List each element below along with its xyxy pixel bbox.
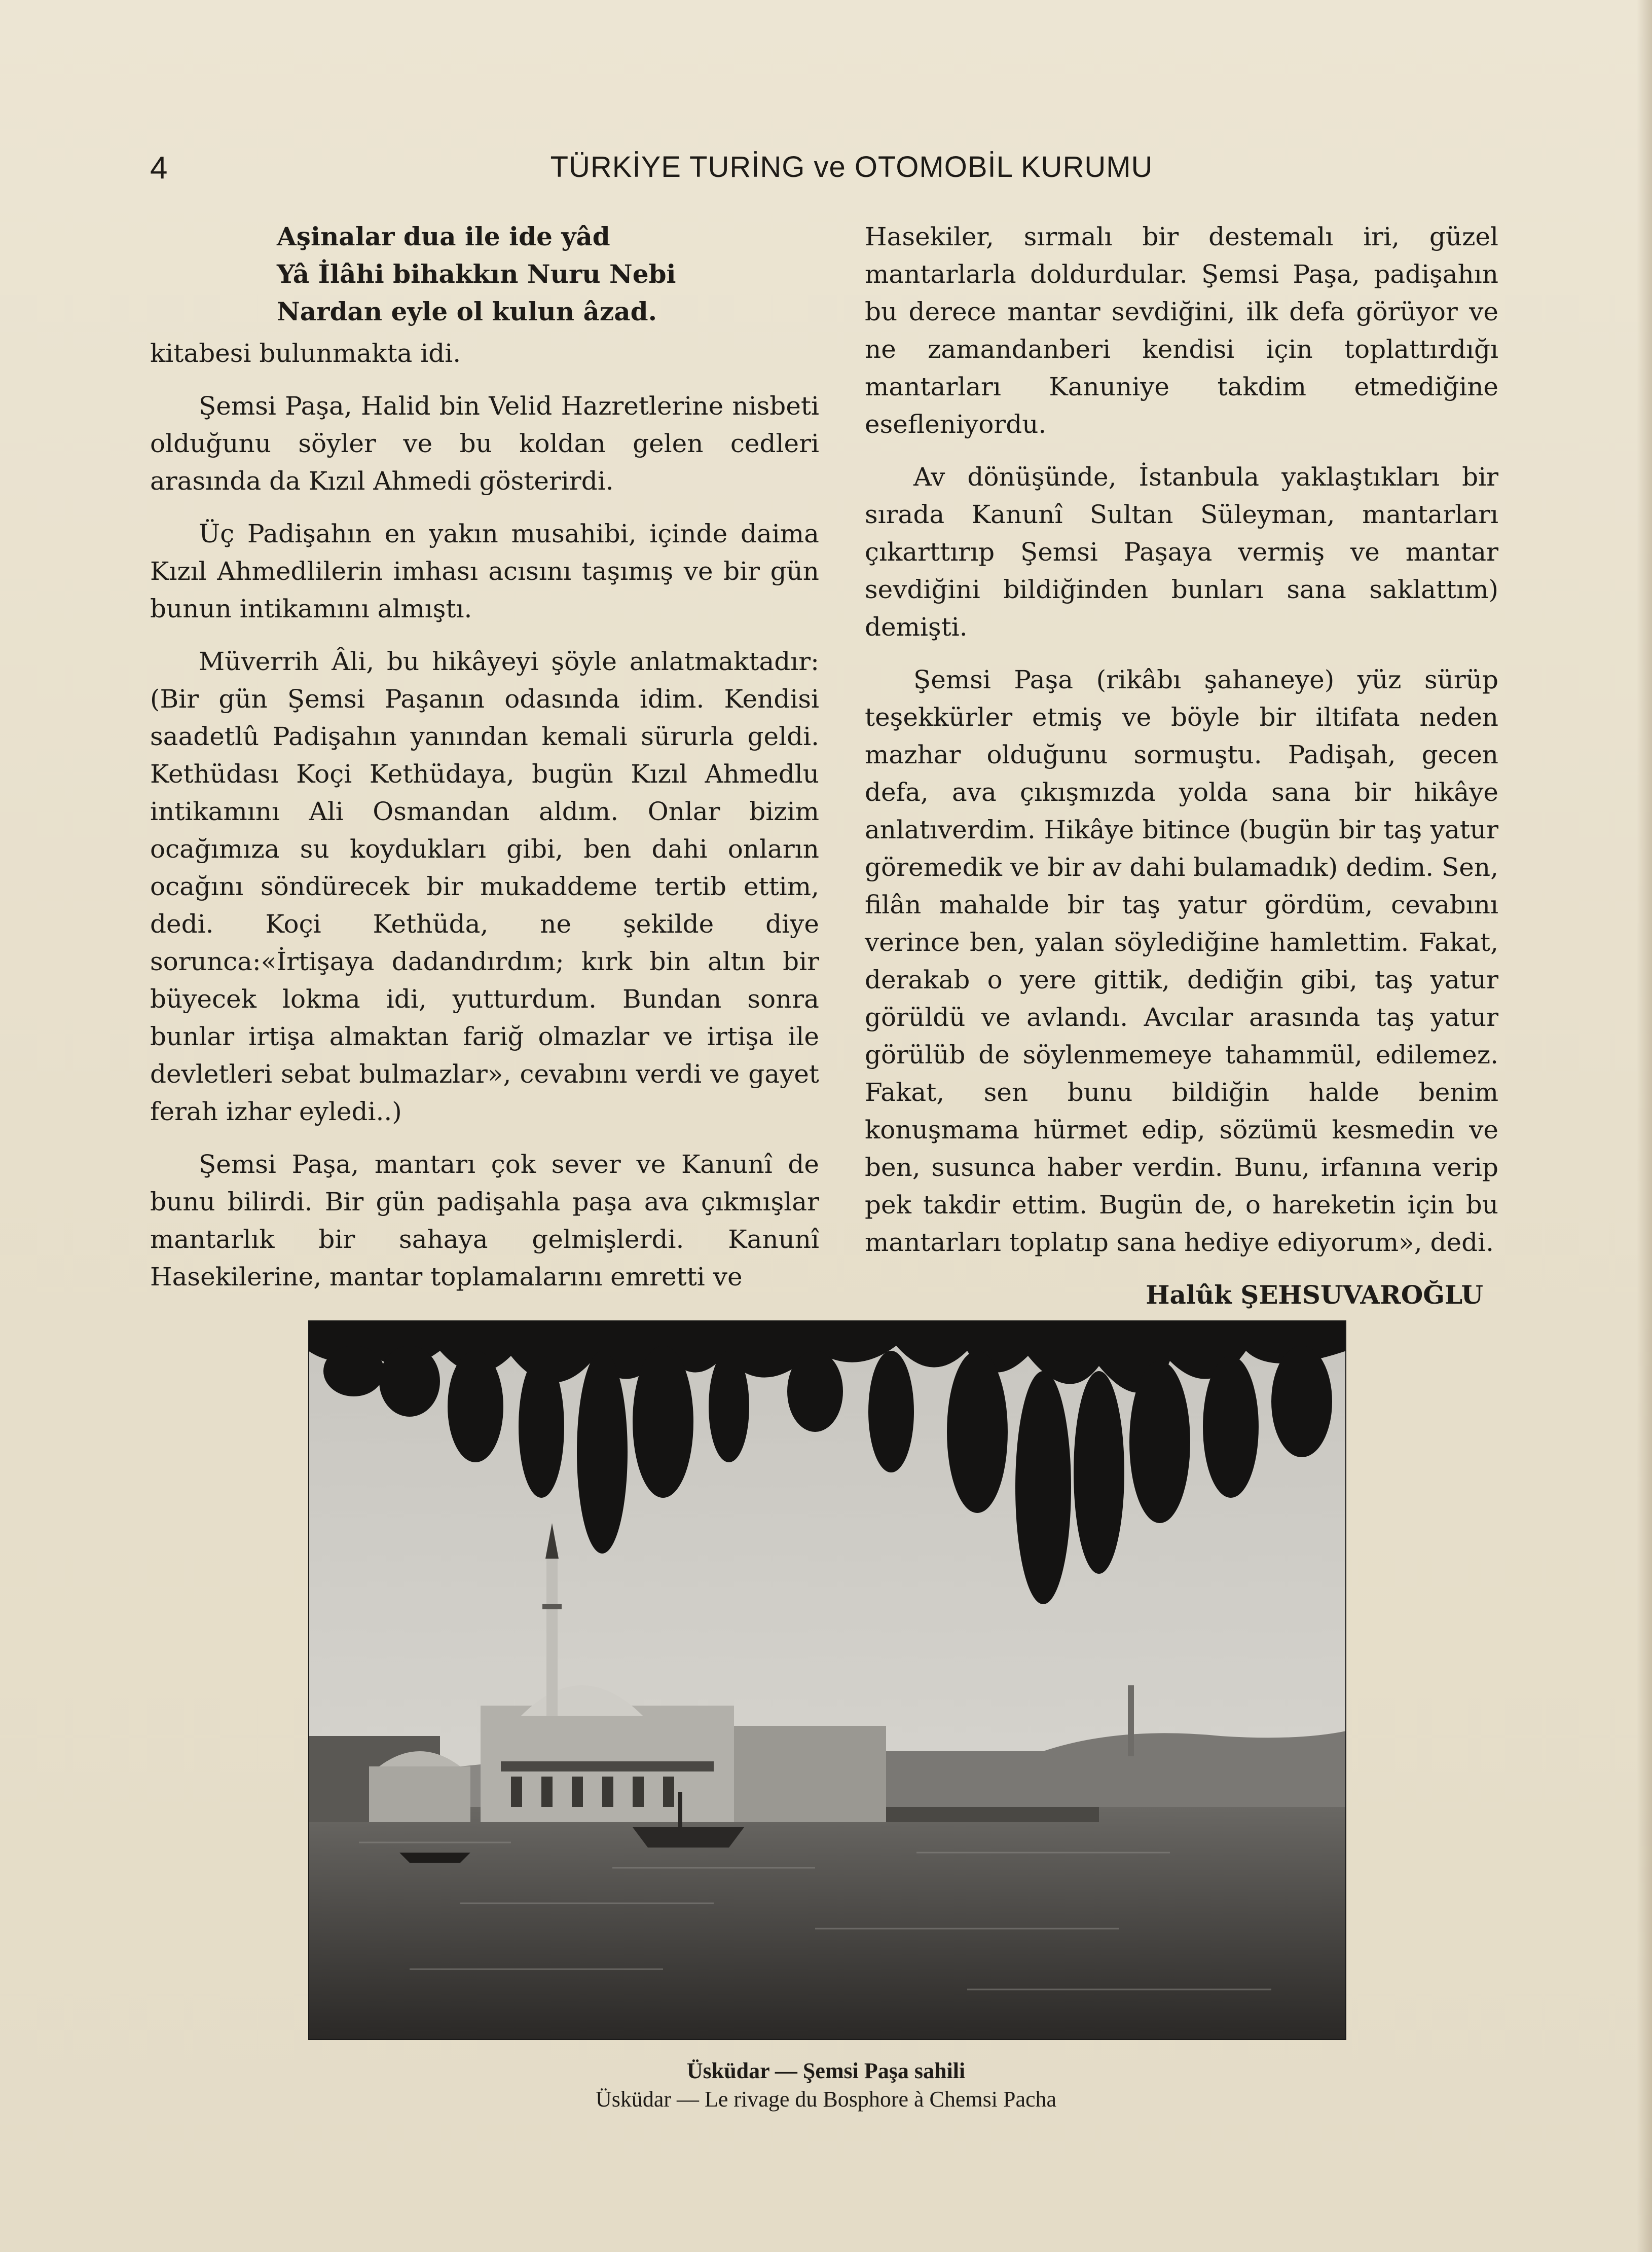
verse-tail: kitabesi bulunmakta idi. (150, 339, 461, 368)
verse-block (277, 218, 819, 330)
paragraph: Üç Padişahın en yakın musahibi, içinde daima Kızıl Ahmedlilerin imhası acısını taşımış ve bir gün bunun intikamını almıştı. (150, 519, 819, 623)
verse-line: Aşinalar dua ile ide yâd (277, 221, 610, 251)
paper-edge-shadow (1637, 0, 1652, 2252)
page-number: 4 (150, 151, 168, 186)
running-title: TÜRKİYE TURİNG ve OTOMOBİL KURUMU (550, 151, 1153, 183)
left-column (150, 218, 819, 1311)
paragraph: Şemsi Paşa, mantarı çok sever ve Kanunî de bunu bilirdi. Bir gün padişahla paşa ava çıkmışlar mantarlık bir sahaya gelmişlerdi. Kanunî Hasekilerine, mantar toplamalarını emretti ve (150, 1150, 819, 1291)
paragraph: Şemsi Paşa, Halid bin Velid Hazretlerine nisbeti olduğunu söyler ve bu koldan gelen cedleri arasında da Kızıl Ahmedi gösterirdi. (150, 391, 819, 496)
right-column (865, 218, 1498, 1314)
photo-caption-turkish: Üsküdar — Şemsi Paşa sahili (686, 2058, 966, 2083)
verse-line: Yâ İlâhi bihakkın Nuru Nebi (277, 259, 676, 289)
photograph (308, 1320, 1346, 2040)
author-signature: Halûk ŞEHSUVAROĞLU (1146, 1280, 1483, 1310)
photo-caption-french: Üsküdar — Le rivage du Bosphore à Chemsi Pacha (595, 2087, 1057, 2112)
photo-semsi-pasa-shore (308, 1320, 1346, 2040)
paragraph: Müverrih Âli, bu hikâyeyi şöyle anlatmaktadır: (Bir gün Şemsi Paşanın odasında idim. Kendisi saadetlû Padişahın yanından kemali sürurla geldi. Kethüdası Koçi Kethüdaya, bugün Kızıl Ahmedlu intikamını Ali Osmandan aldım. Onlar bizim ocağımıza su koydukları gibi, ben dahi onların ocağını söndürecek bir mukaddeme tertib ettim, dedi. Koçi Kethüda, ne şekilde diye sorunca:«İrtişaya dadandırdım; kırk bin altın bir büyecek lokma idi, yutturdum. Bundan sonra bunlar irtişa almaktan fariğ olmazlar ve irtişa ile devletleri sebat bulmazlar», cevabını verdi ve gayet ferah izhar eyledi..) (150, 647, 819, 1126)
paragraph: Av dönüşünde, İstanbula yaklaştıkları bir sırada Kanunî Sultan Süleyman, mantarları çıkarttırıp Şemsi Paşaya vermiş ve mantar sevdiğini bildiğinden bunları sana saklattım) demişti. (865, 462, 1498, 642)
page-header (0, 150, 1652, 201)
paragraph: Şemsi Paşa (rikâbı şahaneye) yüz sürüp teşekkürler etmiş ve böyle bir iltifata neden mazhar olduğunu sormuştu. Padişah, gecen defa, ava çıkışmızda yolda sana bir hikâye anlatıverdim. Hikâye bitince (bugün bir taş yatur göremedik ve bir av dahi bulamadık) dedim. Sen, filân mahalde bir taş yatur gördüm, cevabını verince ben, yalan söylediğine hamlettim. Fakat, derakab o yere gittik, dediğin gibi, taş yatur görüldü ve avlandı. Avcılar arasında taş yatur görülüb de söylenmemeye tahammül, edilemez. Fakat, sen bunu bildiğin halde benim konuşmama hürmet edip, sözümü kesmedin ve ben, susunca haber verdin. Bunu, irfanına verip pek takdir ettim. Bugün de, o hareketin için bu mantarları toplatıp sana hediye ediyorum», dedi. (865, 665, 1498, 1257)
paragraph: Hasekiler, sırmalı bir destemalı iri, güzel mantarlarla doldurdular. Şemsi Paşa, padişahın bu derece mantar sevdiğini, ilk defa görüyor ve ne zamandanberi kendisi için toplattırdığı mantarları Kanuniye takdim etmediğine esefleniyordu. (865, 222, 1498, 439)
verse-line: Nardan eyle ol kulun âzad. (277, 297, 657, 326)
